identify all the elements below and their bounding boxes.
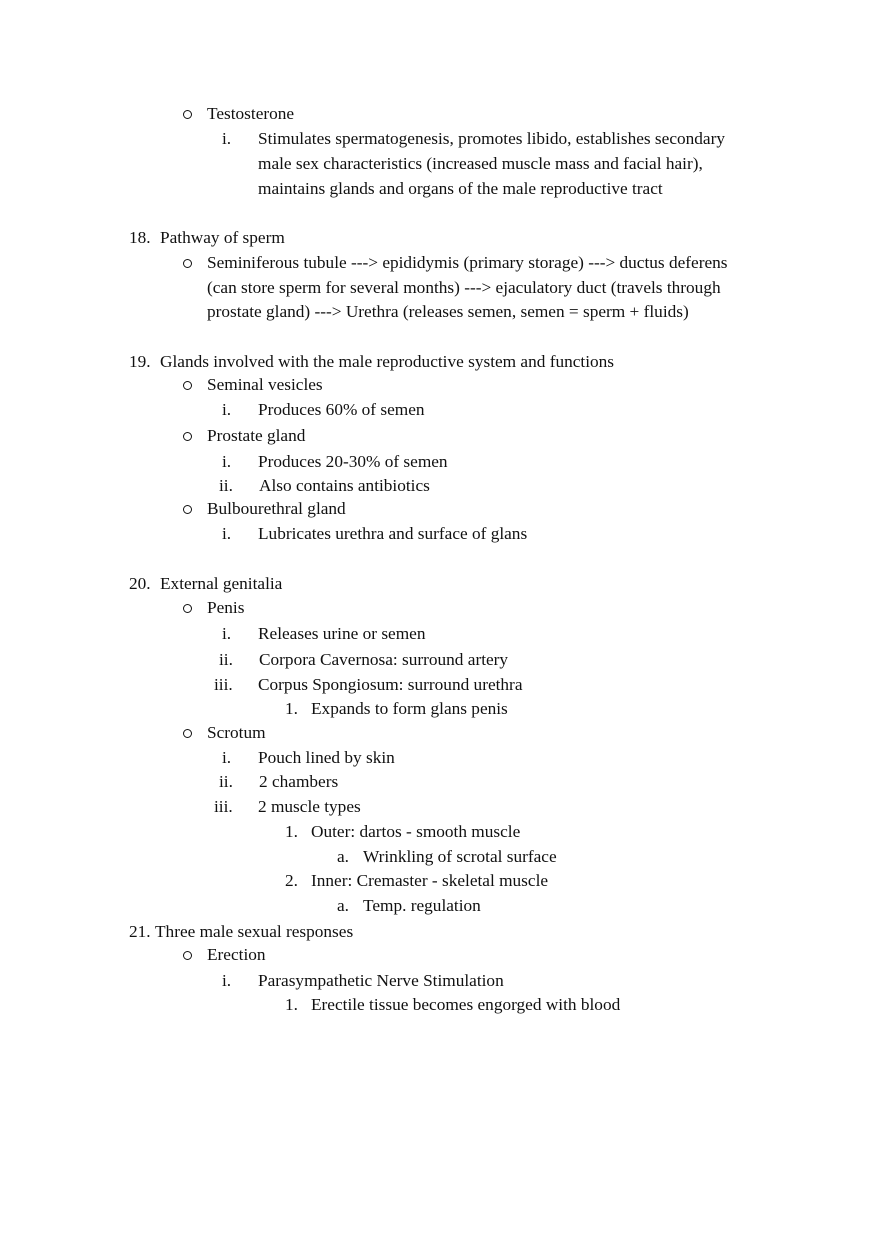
penis-i-marker: i. xyxy=(222,624,232,643)
item19-number: 19. xyxy=(129,352,151,371)
prostate-ii-text: Also contains antibiotics xyxy=(259,476,430,495)
item21-number: 21. xyxy=(129,922,151,941)
testosterone-i-line-1: Stimulates spermatogenesis, promotes libido, establishes secondary xyxy=(258,129,725,148)
testosterone-i-marker: i. xyxy=(222,129,232,148)
item19-title: Glands involved with the male reproductive system and functions xyxy=(160,352,615,371)
testosterone-i-line-3: maintains glands and organs of the male reproductive tract xyxy=(258,179,663,198)
item18-bullet-line-2: (can store sperm for several months) ---> ejaculatory duct (travels through xyxy=(207,278,721,297)
scrotum-ii-text: 2 chambers xyxy=(259,772,339,791)
item18-bullet-line-1: Seminiferous tubule ---> epididymis (primary storage) ---> ductus deferens xyxy=(207,253,728,272)
seminal-i-text: Produces 60% of semen xyxy=(258,400,425,419)
penis-iii-1-text: Expands to form glans penis xyxy=(311,699,508,718)
item20-number: 20. xyxy=(129,574,151,593)
bullet-testosterone xyxy=(183,110,192,119)
prostate-i-marker: i. xyxy=(222,452,232,471)
bullet-scrotum xyxy=(183,729,192,738)
item20-title: External genitalia xyxy=(160,574,283,593)
prostate-ii-marker: ii. xyxy=(219,476,233,495)
scrotum-iii-2-marker: 2. xyxy=(285,871,298,890)
scrotum-iii-1-marker: 1. xyxy=(285,822,298,841)
penis-ii-text: Corpora Cavernosa: surround artery xyxy=(259,650,509,669)
bullet-bulbourethral-gland xyxy=(183,505,192,514)
scrotum-iii-2-text: Inner: Cremaster - skeletal muscle xyxy=(311,871,549,890)
bulbourethral-gland-label: Bulbourethral gland xyxy=(207,499,346,518)
bullet-penis xyxy=(183,604,192,613)
erection-i-1-marker: 1. xyxy=(285,995,298,1014)
scrotum-i-marker: i. xyxy=(222,748,232,767)
scrotum-iii-2-a-marker: a. xyxy=(337,896,349,915)
scrotum-iii-text: 2 muscle types xyxy=(258,797,361,816)
scrotum-iii-2-a-text: Temp. regulation xyxy=(363,896,481,915)
penis-i-text: Releases urine or semen xyxy=(258,624,426,643)
item21-title: Three male sexual responses xyxy=(155,922,354,941)
bullet-prostate-gland xyxy=(183,432,192,441)
penis-ii-marker: ii. xyxy=(219,650,233,669)
scrotum-label: Scrotum xyxy=(207,723,266,742)
scrotum-ii-marker: ii. xyxy=(219,772,233,791)
scrotum-iii-1-a-marker: a. xyxy=(337,847,349,866)
erection-i-text: Parasympathetic Nerve Stimulation xyxy=(258,971,504,990)
item18-number: 18. xyxy=(129,228,151,247)
seminal-i-marker: i. xyxy=(222,400,232,419)
penis-iii-text: Corpus Spongiosum: surround urethra xyxy=(258,675,523,694)
scrotum-iii-1-a-text: Wrinkling of scrotal surface xyxy=(363,847,557,866)
bullet-pathway xyxy=(183,259,192,268)
seminal-vesicles-label: Seminal vesicles xyxy=(207,375,323,394)
scrotum-iii-marker: iii. xyxy=(214,797,233,816)
prostate-gland-label: Prostate gland xyxy=(207,426,306,445)
penis-label: Penis xyxy=(207,598,245,617)
erection-i-marker: i. xyxy=(222,971,232,990)
scrotum-iii-1-text: Outer: dartos - smooth muscle xyxy=(311,822,521,841)
testosterone-i-line-2: male sex characteristics (increased muscle mass and facial hair), xyxy=(258,154,703,173)
erection-label: Erection xyxy=(207,945,266,964)
prostate-i-text: Produces 20-30% of semen xyxy=(258,452,448,471)
erection-i-1-text: Erectile tissue becomes engorged with blood xyxy=(311,995,621,1014)
bullet-erection xyxy=(183,951,192,960)
penis-iii-marker: iii. xyxy=(214,675,233,694)
testosterone-label: Testosterone xyxy=(207,104,295,123)
item18-title: Pathway of sperm xyxy=(160,228,285,247)
item18-bullet-line-3: prostate gland) ---> Urethra (releases semen, semen = sperm + fluids) xyxy=(207,302,689,321)
penis-iii-1-marker: 1. xyxy=(285,699,298,718)
scrotum-i-text: Pouch lined by skin xyxy=(258,748,395,767)
bullet-seminal-vesicles xyxy=(183,381,192,390)
bulbo-i-text: Lubricates urethra and surface of glans xyxy=(258,524,528,543)
bulbo-i-marker: i. xyxy=(222,524,232,543)
